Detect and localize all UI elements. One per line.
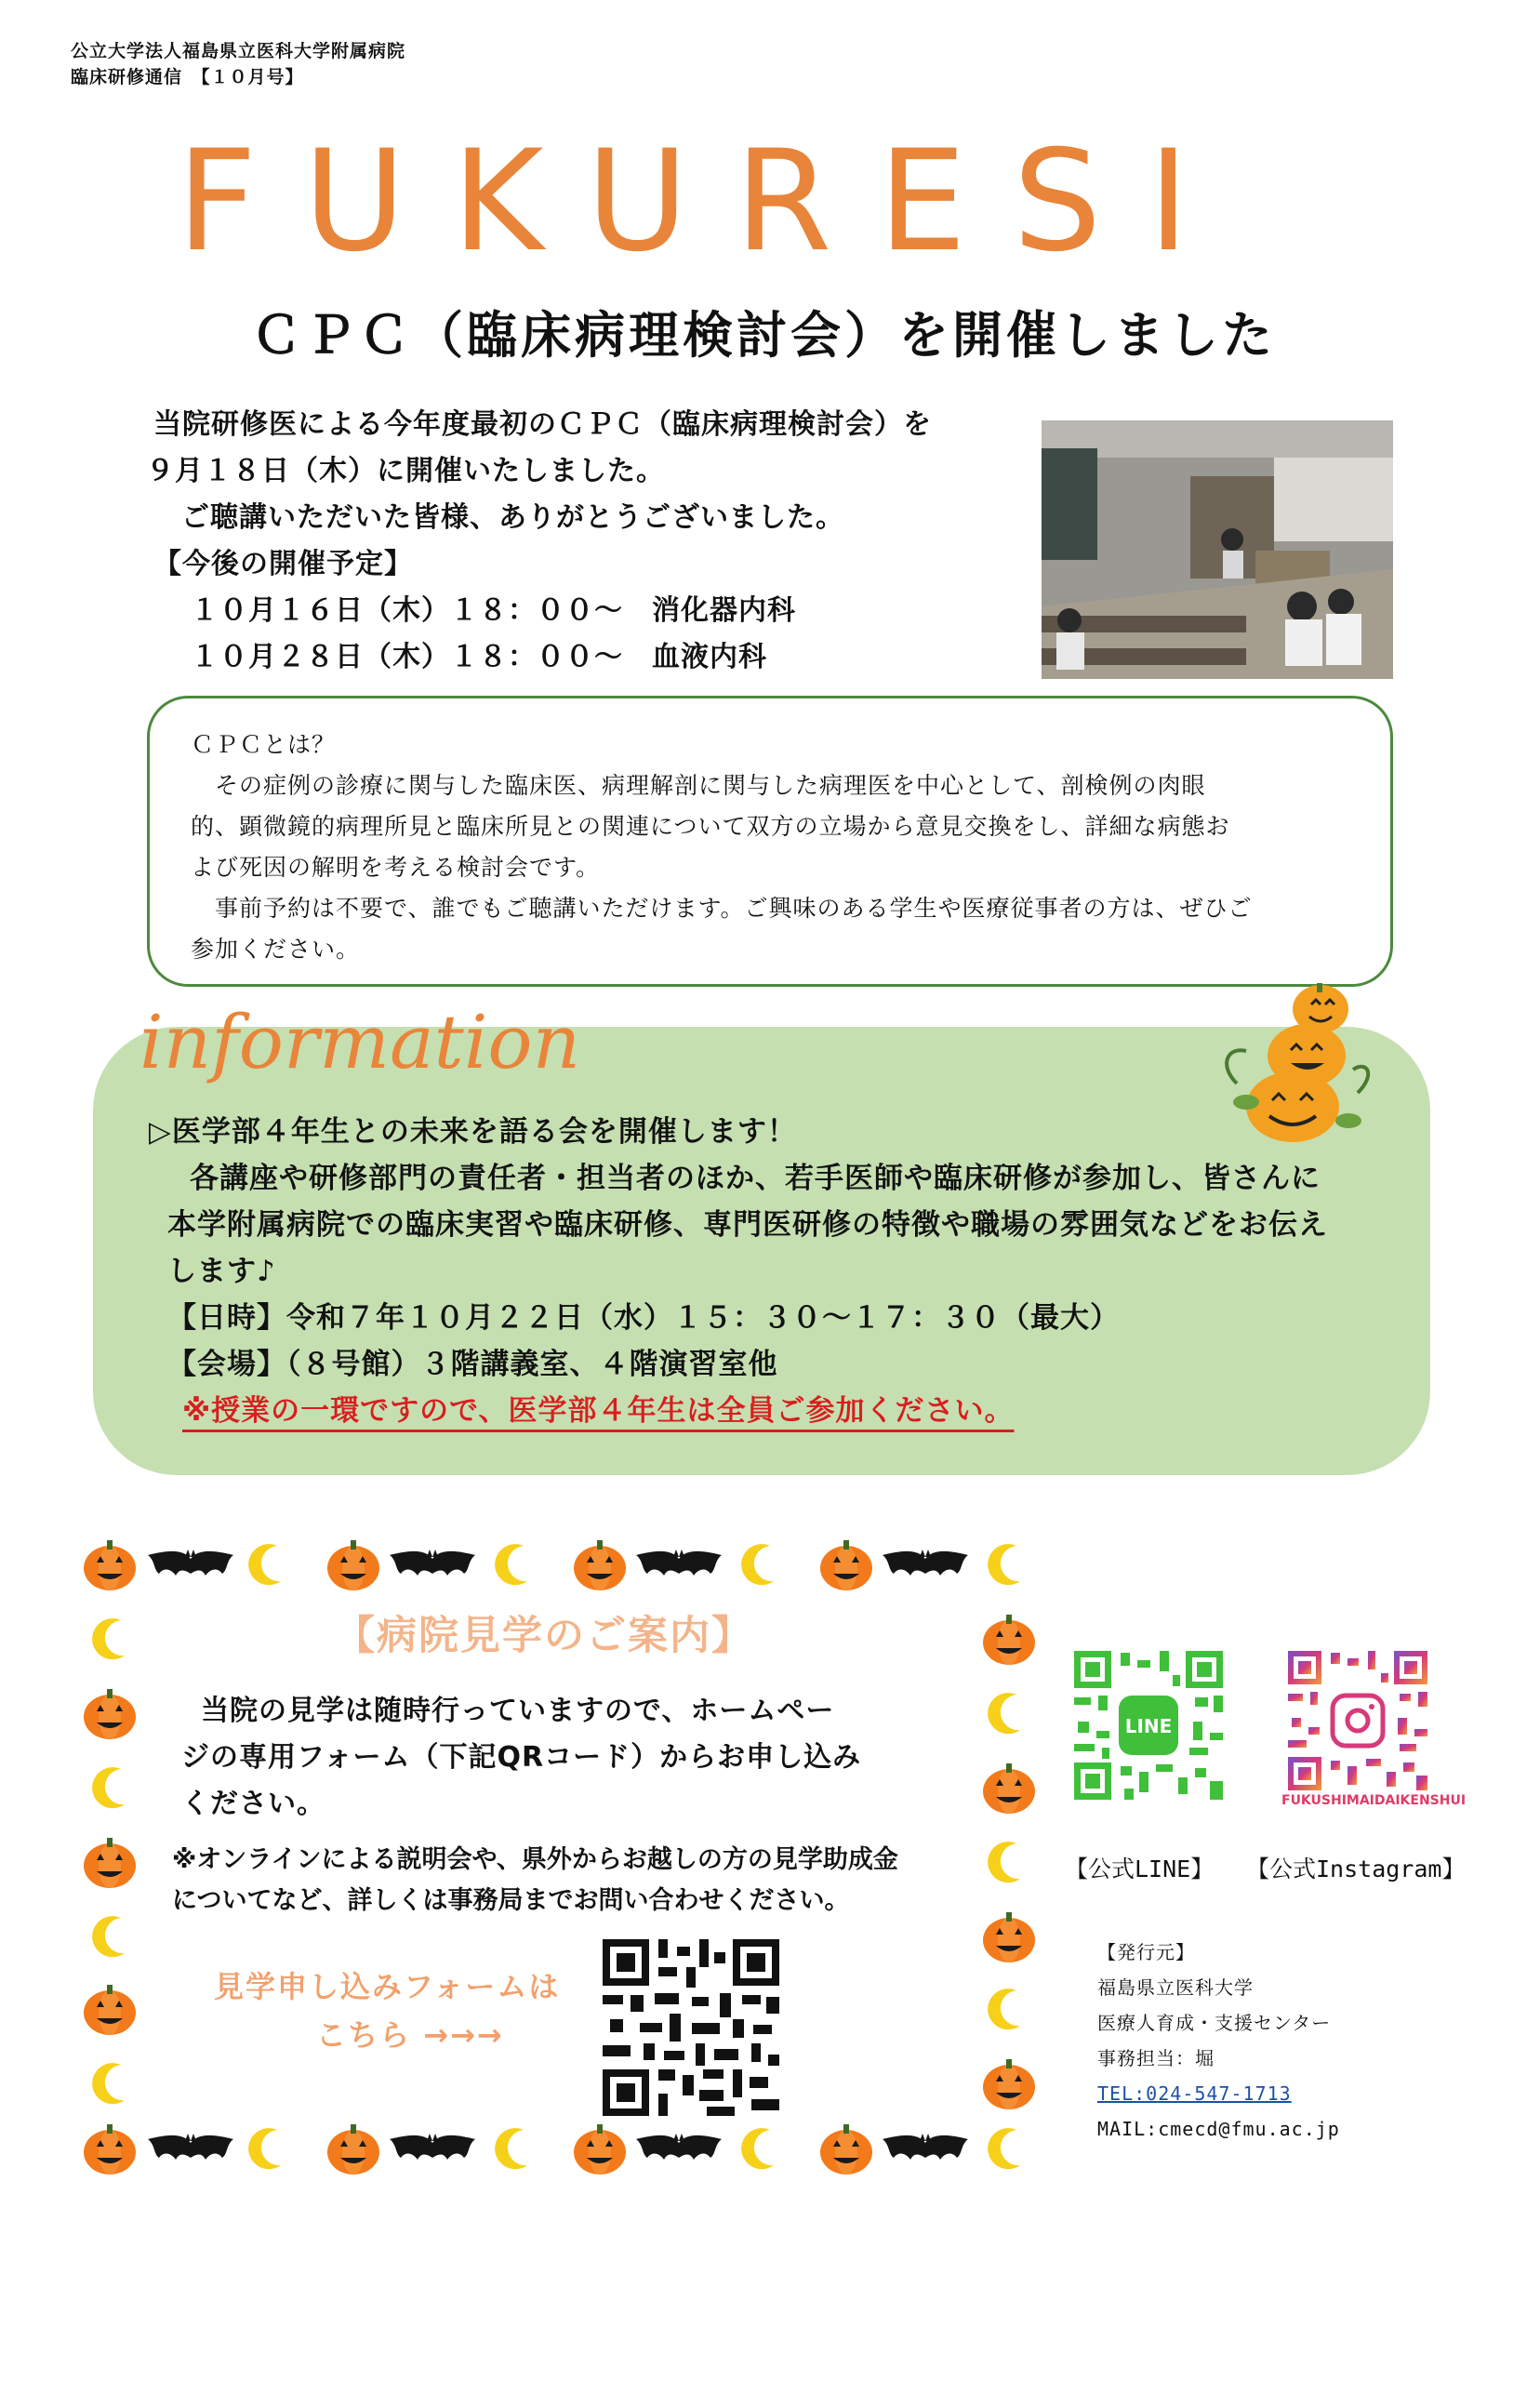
pumpkin-icon xyxy=(84,1838,136,1888)
pumpkin-icon xyxy=(574,1540,626,1590)
moon-icon xyxy=(92,2063,125,2104)
moon-icon xyxy=(495,2128,527,2169)
header-issue: 臨床研修通信 【１０月号】 xyxy=(71,67,304,87)
pumpkin-icon xyxy=(327,2124,379,2175)
pumpkin-icon xyxy=(84,1985,136,2035)
moon-icon xyxy=(988,1544,1020,1585)
intro-line: 当院研修医による今年度最初のＣＰＣ（臨床病理検討会）を xyxy=(153,408,932,441)
info-line: ▷医学部４年生との未来を語る会を開催します！ xyxy=(149,1115,797,1149)
publisher-line: 【発行元】 xyxy=(1097,1941,1195,1963)
pumpkin-icon xyxy=(983,1763,1035,1814)
moon-icon xyxy=(92,1767,125,1808)
visit-body xyxy=(172,1688,962,1828)
info-line: 本学附属病院での臨床実習や臨床研修、専門医研修の特徴や職場の雰囲気などをお伝え xyxy=(167,1208,1328,1242)
pumpkin-icon xyxy=(983,1912,1035,1962)
instagram-label: FUKUSHIMAIDAIKENSHUI xyxy=(1281,1793,1467,1808)
cpc-box-line: 事前予約は不要で、誰でもご聴講いただけます。ご興味のある学生や医療従事者の方は、ぜひご xyxy=(191,895,1253,922)
cpc-explanation-box xyxy=(147,696,1393,987)
cpc-box-line: 的、顕微鏡的病理所見と臨床所見との関連について双方の立場から意見交換をし、詳細な病態お xyxy=(191,813,1230,840)
info-notice xyxy=(182,1388,1397,1434)
visit-line: ジの専用フォーム（下記QRコード）からお申し込み xyxy=(181,1741,862,1774)
intro-text xyxy=(146,402,1028,681)
frame-bottom-row xyxy=(84,2124,1020,2175)
info-notice-text: ※授業の一環ですので、医学部４年生は全員ご参加ください。 xyxy=(182,1394,1015,1428)
intro-line: ９月１８日（木）に開催いたしました。 xyxy=(146,455,665,487)
line-caption: 【公式LINE】 xyxy=(1065,1856,1215,1882)
moon-icon xyxy=(741,1544,774,1585)
information-title: information xyxy=(139,999,581,1085)
bat-icon xyxy=(390,1550,475,1576)
bat-icon xyxy=(390,2134,475,2160)
moon-icon xyxy=(988,1989,1020,2029)
moon-icon xyxy=(988,1842,1020,1882)
visit-note-line: についてなど、詳しくは事務局までお問い合わせください。 xyxy=(172,1886,850,1915)
visit-title: 【病院見学のご案内】 xyxy=(335,1613,753,1659)
moon-icon xyxy=(248,1544,281,1585)
info-line: 【日時】令和７年１０月２２日（水）１５：３０～１７：３０（最大） xyxy=(167,1301,1120,1335)
visit-line: ください。 xyxy=(181,1788,325,1820)
moon-icon xyxy=(988,2128,1020,2169)
moon-icon xyxy=(92,1916,125,1957)
bat-icon xyxy=(148,2134,233,2160)
pumpkin-icon xyxy=(84,2124,136,2175)
form-link-line: こちら →→→ xyxy=(316,2017,504,2053)
pumpkin-icon xyxy=(84,1689,136,1739)
bat-icon xyxy=(148,1550,233,1576)
cpc-box-line: その症例の診療に関与した臨床医、病理解剖に関与した病理医を中心として、剖検例の肉眼 xyxy=(191,772,1206,799)
moon-icon xyxy=(495,1544,527,1585)
pumpkin-icon xyxy=(983,2059,1035,2109)
info-line: 各講座や研修部門の責任者・担当者のほか、若手医師や臨床研修が参加し、皆さんに xyxy=(160,1162,1321,1195)
moon-icon xyxy=(988,1693,1020,1734)
pumpkin-icon xyxy=(574,2124,626,2175)
info-line: します♪ xyxy=(167,1255,276,1288)
visit-form-qr-code-icon[interactable] xyxy=(603,1939,779,2116)
form-link-line: 見学申し込みフォームは xyxy=(214,1969,561,2004)
visit-note xyxy=(172,1840,972,1922)
page-title: ＣＰＣ（臨床病理検討会）を開催しました xyxy=(251,306,1276,365)
cpc-box-line: 参加ください。 xyxy=(191,936,361,963)
information-text xyxy=(151,1109,1397,1434)
publisher-info xyxy=(1097,1935,1340,2147)
intro-line: 【今後の開催予定】 xyxy=(153,548,413,580)
publisher-line: 事務担当：堀 xyxy=(1097,2047,1215,2069)
cpc-box-line: よび死因の解明を考える検討会です。 xyxy=(191,854,601,881)
cpc-photo xyxy=(1042,420,1393,679)
publisher-mail: MAIL:cmecd@fmu.ac.jp xyxy=(1097,2118,1340,2140)
bat-icon xyxy=(636,1550,722,1576)
visit-line: 当院の見学は随時行っていますので、ホームペー xyxy=(172,1695,835,1727)
schedule-line: １０月１６日（木）１８：００～ 消化器内科 xyxy=(191,594,796,627)
brand-title: FUKURESI xyxy=(177,121,1236,283)
schedule-line: １０月２８日（木）１８：００～ 血液内科 xyxy=(191,641,767,673)
pumpkin-icon xyxy=(820,2124,872,2175)
pumpkin-icon xyxy=(983,1615,1035,1665)
publisher-tel-link[interactable]: TEL:024-547-1713 xyxy=(1097,2082,1292,2105)
intro-line: ご聴講いただいた皆様、ありがとうございました。 xyxy=(181,501,844,534)
instagram-caption: 【公式Instagram】 xyxy=(1246,1856,1466,1882)
publisher-line: 医療人育成・支援センター xyxy=(1097,2012,1332,2034)
frame-top-row xyxy=(84,1540,1020,1590)
visit-form-link[interactable] xyxy=(214,1962,560,2059)
publisher-line: 福島県立医科大学 xyxy=(1097,1976,1254,1999)
moon-icon xyxy=(248,2128,281,2169)
line-qr-text: LINE xyxy=(1124,1715,1173,1737)
cpc-photo-image xyxy=(1042,420,1393,679)
bat-icon xyxy=(883,2134,968,2160)
pumpkin-icon xyxy=(84,1540,136,1590)
bat-icon xyxy=(636,2134,722,2160)
moon-icon xyxy=(92,1618,125,1659)
pumpkin-icon xyxy=(820,1540,872,1590)
visit-note-line: ※オンラインによる説明会や、県外からお越しの方の見学助成金 xyxy=(172,1845,898,1874)
pumpkin-icon xyxy=(327,1540,379,1590)
bat-icon xyxy=(883,1550,968,1576)
header-org: 公立大学法人福島県立医科大学附属病院 xyxy=(71,41,406,61)
cpc-box-line: ＣＰＣとは？ xyxy=(191,731,337,758)
frame-left-column xyxy=(84,1618,136,2104)
info-line: 【会場】（８号館）３階講義室、４階演習室他 xyxy=(167,1348,778,1381)
frame-right-column xyxy=(983,1615,1035,2109)
moon-icon xyxy=(741,2128,774,2169)
instagram-qr-code-icon[interactable] xyxy=(1288,1651,1427,1790)
line-qr-code-icon[interactable] xyxy=(1074,1651,1223,1800)
